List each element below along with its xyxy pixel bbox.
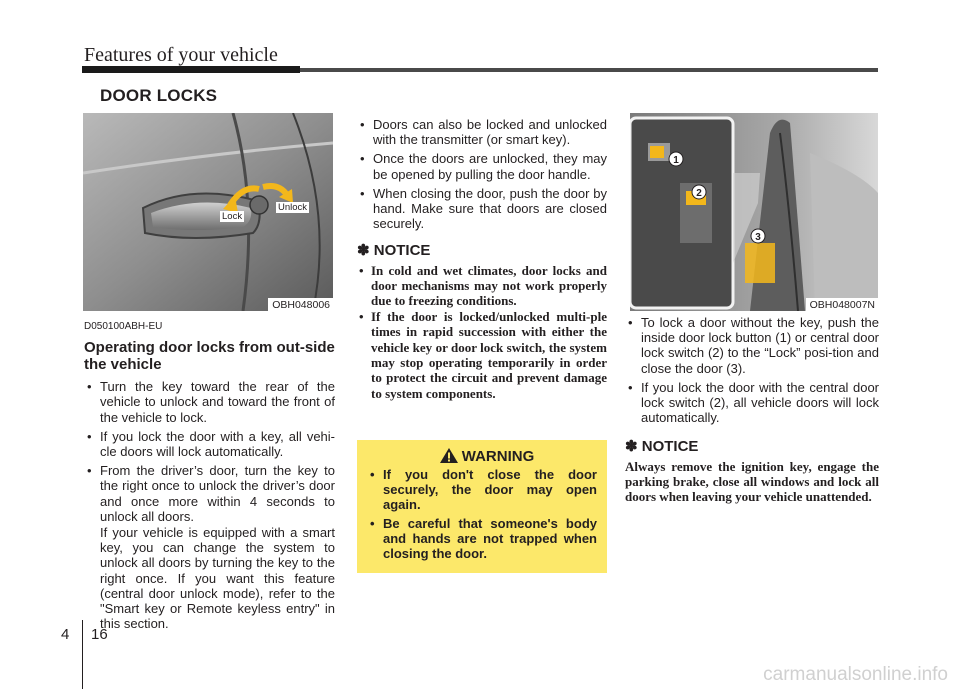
lock-label: Lock	[222, 211, 243, 222]
list-item: • When closing the door, push the door by hand. Make sure that doors are closed securely.	[357, 186, 607, 232]
chapter-number: 4	[61, 626, 70, 643]
list-item: • If the door is locked/unlocked multi-ple times in rapid succession with either the vehicle key or door lock switch, the system may stop operating temporarily in order to protect the circuit and prevent damage to system components.	[357, 309, 607, 401]
section-title: DOOR LOCKS	[100, 86, 218, 105]
warning-triangle-icon	[440, 448, 458, 463]
list-item: • If you lock the door with a key, all vehi-cle doors will lock automatically.	[84, 429, 335, 459]
notice-list	[357, 263, 607, 402]
notice-text: Always remove the ignition key, engage the parking brake, close all windows and lock all doors when leaving your vehicle unattended.	[625, 458, 879, 505]
list-item: • To lock a door without the key, push the inside door lock button (1) or central door lock switch (2) to the “Lock” posi-tion and close the door (3).	[625, 315, 879, 376]
notice-heading: ✽ NOTICE	[357, 242, 431, 260]
section-code: D050100ABH-EU	[84, 321, 163, 332]
callout-1: 1	[673, 155, 679, 166]
door-handle-figure	[83, 113, 333, 311]
warning-list	[367, 467, 597, 561]
figure-code: OBH048006	[268, 298, 333, 311]
left-column	[84, 319, 335, 631]
warning-title: WARNING	[461, 448, 535, 465]
list-item: • Be careful that someone's body and hands are not trapped when closing the door.	[367, 516, 597, 561]
subheading: Operating door locks from out-side the vehicle	[84, 339, 335, 373]
middle-column	[357, 117, 607, 401]
list-item: • If you lock the door with the central door lock switch (2), all vehicle doors will lock automatically.	[625, 380, 879, 426]
list-item: • Doors can also be locked and unlocked with the transmitter (or smart key).	[357, 117, 607, 147]
unlock-label: Unlock	[278, 202, 308, 213]
smart-key-paragraph: If your vehicle is equipped with a smart key, you can change the system to unlock all doors by turning the key to the right once. If you want this feature (central door unlock mode), refer to the "Smart key or Remote keyless entry" in this section.	[100, 525, 335, 632]
warning-box	[357, 440, 607, 573]
figure-code: OBH048007N	[806, 298, 878, 311]
list-item: • Once the doors are unlocked, they may be opened by pulling the door handle.	[357, 151, 607, 181]
interior-door-illustration	[630, 113, 878, 311]
list-item: • In cold and wet climates, door locks and door mechanisms may not work properly due to freezing conditions.	[357, 263, 607, 309]
notice-heading: ✽ NOTICE	[625, 438, 699, 456]
list-item: • From the driver’s door, turn the key to the right once to unlock the driver’s door and once more within 4 seconds to unlock all doors.	[84, 463, 335, 524]
page-number: 16	[91, 626, 108, 643]
middle-bullet-list	[357, 117, 607, 231]
callout-2: 2	[696, 188, 702, 199]
right-column	[625, 315, 879, 505]
interior-door-figure	[630, 113, 878, 311]
header-title: Features of your vehicle	[84, 44, 278, 66]
footer-rule	[82, 620, 83, 689]
left-bullet-list	[84, 379, 335, 524]
header-rule	[82, 68, 878, 72]
list-item: • If you don't close the door securely, the door may open again.	[367, 467, 597, 512]
warning-heading	[377, 448, 597, 465]
callout-3: 3	[755, 232, 761, 243]
right-bullet-list	[625, 315, 879, 425]
list-item: • Turn the key toward the rear of the vehicle to unlock and toward the front of the vehicle to lock.	[84, 379, 335, 425]
watermark: carmanualsonline.info	[763, 664, 948, 685]
